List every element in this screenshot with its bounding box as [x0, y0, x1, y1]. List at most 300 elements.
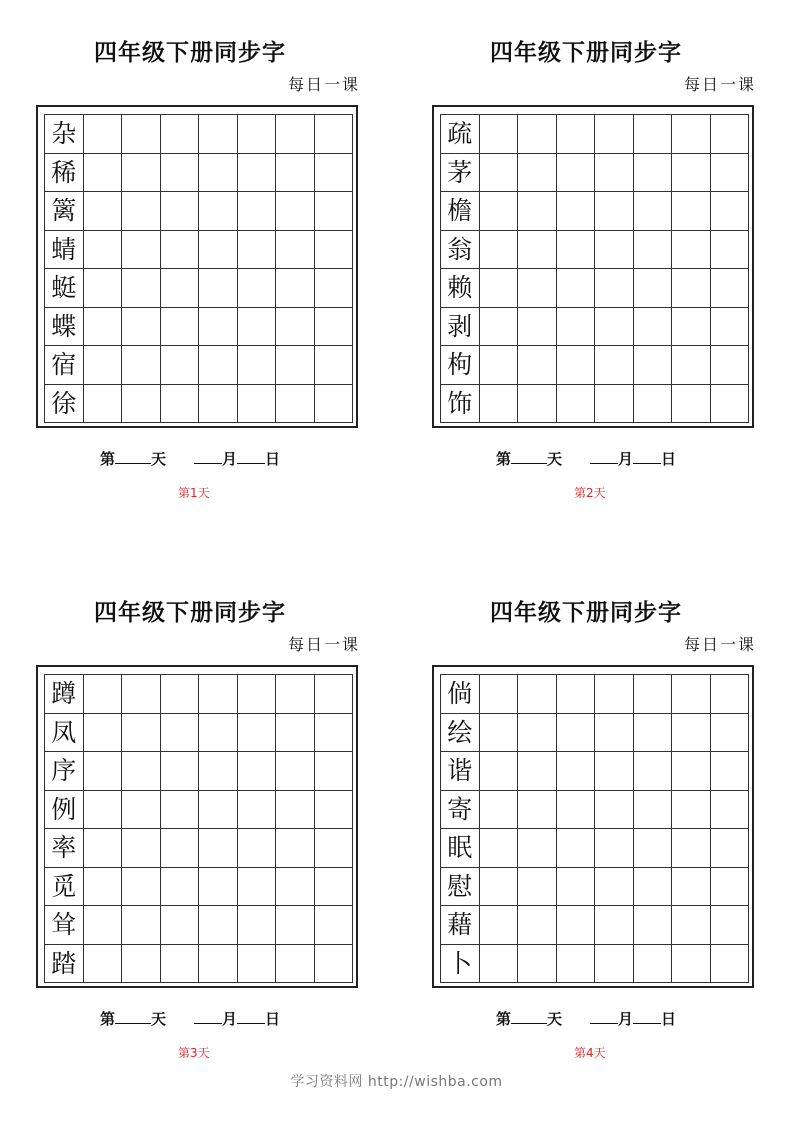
practice-cell[interactable]: [518, 752, 557, 791]
practice-cell[interactable]: [480, 231, 519, 270]
model-character: 杂: [45, 115, 84, 154]
practice-cell[interactable]: [122, 906, 161, 945]
practice-cell[interactable]: [634, 829, 673, 868]
practice-cell[interactable]: [276, 308, 315, 347]
practice-cell[interactable]: [480, 791, 519, 830]
practice-cell[interactable]: [276, 675, 315, 714]
practice-cell[interactable]: [276, 752, 315, 791]
practice-cell[interactable]: [84, 385, 123, 424]
practice-cell[interactable]: [595, 192, 634, 231]
practice-cell[interactable]: [122, 269, 161, 308]
practice-cell[interactable]: [238, 308, 277, 347]
practice-cell[interactable]: [84, 308, 123, 347]
practice-cell[interactable]: [84, 192, 123, 231]
practice-cell[interactable]: [634, 269, 673, 308]
practice-cell[interactable]: [557, 945, 596, 984]
practice-cell[interactable]: [518, 945, 557, 984]
day-number-blank[interactable]: [115, 1011, 151, 1024]
practice-cell[interactable]: [557, 385, 596, 424]
practice-cell[interactable]: [199, 906, 238, 945]
practice-cell[interactable]: [672, 385, 711, 424]
practice-cell[interactable]: [557, 154, 596, 193]
practice-cell[interactable]: [557, 829, 596, 868]
footer-watermark: 学习资料网 http://wishba.com: [290, 1074, 503, 1090]
day-number-blank[interactable]: [511, 451, 547, 464]
panel-subtitle: 每日一课: [683, 635, 756, 654]
model-character: 耸: [45, 906, 84, 945]
practice-cell[interactable]: [711, 154, 750, 193]
practice-cell[interactable]: [276, 829, 315, 868]
practice-cell[interactable]: [276, 385, 315, 424]
practice-cell[interactable]: [122, 308, 161, 347]
panel-title: 四年级下册同步字: [490, 39, 682, 66]
model-character: 蹲: [45, 675, 84, 714]
practice-cell[interactable]: [672, 829, 711, 868]
practice-cell[interactable]: [161, 346, 200, 385]
model-character: 宿: [45, 346, 84, 385]
practice-cell[interactable]: [122, 346, 161, 385]
practice-cell[interactable]: [122, 829, 161, 868]
practice-cell[interactable]: [672, 675, 711, 714]
practice-cell[interactable]: [161, 752, 200, 791]
practice-grid: [440, 674, 749, 983]
day-number-blank[interactable]: [115, 451, 151, 464]
practice-cell[interactable]: [634, 906, 673, 945]
practice-cell[interactable]: [238, 714, 277, 753]
practice-cell[interactable]: [711, 714, 750, 753]
worksheet-panel-day-3: [30, 588, 390, 1108]
month-blank[interactable]: [590, 451, 618, 464]
practice-cell[interactable]: [199, 675, 238, 714]
month-blank[interactable]: [194, 451, 222, 464]
practice-cell[interactable]: [238, 675, 277, 714]
practice-cell[interactable]: [238, 829, 277, 868]
practice-cell[interactable]: [315, 906, 354, 945]
date-line: [496, 1008, 676, 1029]
practice-grid: [44, 674, 353, 983]
practice-cell[interactable]: [315, 346, 354, 385]
practice-cell[interactable]: [634, 115, 673, 154]
practice-cell[interactable]: [238, 385, 277, 424]
worksheet-panel-day-4: [426, 588, 786, 1108]
model-character: 觅: [45, 868, 84, 907]
practice-cell[interactable]: [276, 714, 315, 753]
model-character: 谐: [441, 752, 480, 791]
practice-cell[interactable]: [595, 752, 634, 791]
practice-cell[interactable]: [84, 752, 123, 791]
practice-cell[interactable]: [711, 269, 750, 308]
practice-cell[interactable]: [161, 385, 200, 424]
model-character: 枸: [441, 346, 480, 385]
practice-cell[interactable]: [634, 791, 673, 830]
model-character: 凤: [45, 714, 84, 753]
model-character: 翁: [441, 231, 480, 270]
practice-cell[interactable]: [634, 231, 673, 270]
date-blank[interactable]: [237, 451, 265, 464]
practice-cell[interactable]: [595, 231, 634, 270]
model-character: 稀: [45, 154, 84, 193]
practice-cell[interactable]: [238, 752, 277, 791]
practice-cell[interactable]: [518, 675, 557, 714]
practice-cell[interactable]: [595, 269, 634, 308]
model-character: 饰: [441, 385, 480, 424]
practice-cell[interactable]: [518, 791, 557, 830]
practice-cell[interactable]: [672, 714, 711, 753]
practice-cell[interactable]: [161, 308, 200, 347]
panel-subtitle: 每日一课: [287, 635, 360, 654]
practice-cell[interactable]: [199, 945, 238, 984]
practice-cell[interactable]: [84, 346, 123, 385]
practice-cell[interactable]: [480, 269, 519, 308]
date-prefix: 第: [496, 1010, 512, 1028]
practice-cell[interactable]: [480, 829, 519, 868]
practice-cell[interactable]: [518, 154, 557, 193]
model-character: 绘: [441, 714, 480, 753]
practice-cell[interactable]: [518, 829, 557, 868]
practice-cell[interactable]: [315, 269, 354, 308]
practice-grid: [44, 114, 353, 423]
practice-cell[interactable]: [315, 791, 354, 830]
practice-cell[interactable]: [276, 791, 315, 830]
practice-cell[interactable]: [518, 269, 557, 308]
day-unit: 天: [547, 450, 563, 468]
practice-cell[interactable]: [557, 791, 596, 830]
practice-cell[interactable]: [161, 945, 200, 984]
practice-cell[interactable]: [557, 346, 596, 385]
practice-cell[interactable]: [161, 115, 200, 154]
practice-cell[interactable]: [315, 385, 354, 424]
practice-cell[interactable]: [315, 115, 354, 154]
practice-cell[interactable]: [161, 192, 200, 231]
day-unit: 天: [547, 1010, 563, 1028]
practice-cell[interactable]: [711, 945, 750, 984]
model-character: 蝶: [45, 308, 84, 347]
practice-cell[interactable]: [711, 675, 750, 714]
practice-cell[interactable]: [122, 154, 161, 193]
practice-cell[interactable]: [711, 868, 750, 907]
practice-cell[interactable]: [634, 192, 673, 231]
practice-cell[interactable]: [518, 308, 557, 347]
practice-cell[interactable]: [161, 231, 200, 270]
practice-cell[interactable]: [84, 791, 123, 830]
practice-cell[interactable]: [122, 868, 161, 907]
practice-cell[interactable]: [595, 868, 634, 907]
model-character: 赖: [441, 269, 480, 308]
date-line: [496, 448, 676, 469]
practice-cell[interactable]: [634, 714, 673, 753]
practice-cell[interactable]: [518, 868, 557, 907]
practice-cell[interactable]: [557, 714, 596, 753]
model-character: 藉: [441, 906, 480, 945]
practice-cell[interactable]: [122, 115, 161, 154]
practice-cell[interactable]: [199, 308, 238, 347]
practice-cell[interactable]: [711, 791, 750, 830]
practice-cell[interactable]: [557, 231, 596, 270]
practice-cell[interactable]: [199, 269, 238, 308]
panel-title: 四年级下册同步字: [94, 39, 286, 66]
model-character: 卜: [441, 945, 480, 984]
practice-cell[interactable]: [672, 752, 711, 791]
panel-subtitle: 每日一课: [287, 75, 360, 94]
practice-cell[interactable]: [161, 829, 200, 868]
practice-cell[interactable]: [199, 231, 238, 270]
practice-cell[interactable]: [161, 868, 200, 907]
date-prefix: 第: [100, 1010, 116, 1028]
practice-cell[interactable]: [480, 308, 519, 347]
date-line: [100, 448, 280, 469]
model-character: 慰: [441, 868, 480, 907]
practice-cell[interactable]: [711, 192, 750, 231]
panel-title: 四年级下册同步字: [490, 599, 682, 626]
practice-cell[interactable]: [518, 906, 557, 945]
practice-cell[interactable]: [557, 906, 596, 945]
practice-cell[interactable]: [557, 115, 596, 154]
practice-grid-frame: [36, 665, 358, 988]
date-blank[interactable]: [237, 1011, 265, 1024]
practice-cell[interactable]: [122, 714, 161, 753]
practice-cell[interactable]: [595, 115, 634, 154]
practice-cell[interactable]: [122, 675, 161, 714]
practice-cell[interactable]: [276, 868, 315, 907]
date-unit: 日: [661, 450, 677, 468]
date-unit: 日: [265, 1010, 281, 1028]
practice-cell[interactable]: [315, 154, 354, 193]
practice-cell[interactable]: [276, 115, 315, 154]
day-unit: 天: [151, 1010, 167, 1028]
practice-cell[interactable]: [595, 308, 634, 347]
practice-cell[interactable]: [557, 269, 596, 308]
practice-cell[interactable]: [161, 269, 200, 308]
date-prefix: 第: [100, 450, 116, 468]
practice-cell[interactable]: [161, 906, 200, 945]
model-character: 蜓: [45, 269, 84, 308]
practice-cell[interactable]: [557, 868, 596, 907]
practice-cell[interactable]: [238, 154, 277, 193]
practice-cell[interactable]: [480, 675, 519, 714]
practice-cell[interactable]: [672, 154, 711, 193]
practice-cell[interactable]: [711, 115, 750, 154]
practice-cell[interactable]: [595, 945, 634, 984]
practice-cell[interactable]: [672, 945, 711, 984]
month-unit: 月: [222, 1010, 238, 1028]
practice-cell[interactable]: [672, 115, 711, 154]
practice-cell[interactable]: [84, 269, 123, 308]
practice-cell[interactable]: [161, 675, 200, 714]
practice-cell[interactable]: [480, 154, 519, 193]
practice-cell[interactable]: [595, 154, 634, 193]
practice-cell[interactable]: [518, 385, 557, 424]
practice-cell[interactable]: [480, 385, 519, 424]
practice-cell[interactable]: [238, 192, 277, 231]
practice-cell[interactable]: [557, 752, 596, 791]
practice-cell[interactable]: [634, 752, 673, 791]
practice-cell[interactable]: [238, 906, 277, 945]
practice-cell[interactable]: [122, 791, 161, 830]
practice-cell[interactable]: [276, 906, 315, 945]
practice-cell[interactable]: [480, 868, 519, 907]
model-character: 剥: [441, 308, 480, 347]
practice-cell[interactable]: [315, 829, 354, 868]
practice-cell[interactable]: [711, 346, 750, 385]
practice-cell[interactable]: [711, 385, 750, 424]
practice-cell[interactable]: [672, 791, 711, 830]
practice-cell[interactable]: [276, 154, 315, 193]
practice-cell[interactable]: [84, 829, 123, 868]
practice-cell[interactable]: [672, 346, 711, 385]
practice-cell[interactable]: [480, 192, 519, 231]
practice-cell[interactable]: [711, 231, 750, 270]
practice-cell[interactable]: [84, 115, 123, 154]
practice-cell[interactable]: [199, 829, 238, 868]
practice-cell[interactable]: [122, 192, 161, 231]
practice-cell[interactable]: [480, 346, 519, 385]
practice-cell[interactable]: [595, 829, 634, 868]
practice-cell[interactable]: [84, 945, 123, 984]
worksheet-panel-day-2: [426, 28, 786, 548]
practice-cell[interactable]: [276, 231, 315, 270]
practice-grid: [440, 114, 749, 423]
practice-cell[interactable]: [238, 231, 277, 270]
practice-cell[interactable]: [238, 269, 277, 308]
practice-cell[interactable]: [238, 115, 277, 154]
practice-cell[interactable]: [84, 868, 123, 907]
practice-cell[interactable]: [315, 192, 354, 231]
month-blank[interactable]: [590, 1011, 618, 1024]
practice-cell[interactable]: [315, 945, 354, 984]
practice-cell[interactable]: [634, 385, 673, 424]
practice-grid-frame: [432, 105, 754, 428]
model-character: 茅: [441, 154, 480, 193]
practice-cell[interactable]: [276, 269, 315, 308]
practice-cell[interactable]: [161, 791, 200, 830]
practice-cell[interactable]: [199, 192, 238, 231]
practice-cell[interactable]: [199, 752, 238, 791]
practice-cell[interactable]: [672, 192, 711, 231]
model-character: 例: [45, 791, 84, 830]
practice-cell[interactable]: [518, 192, 557, 231]
practice-cell[interactable]: [238, 945, 277, 984]
practice-cell[interactable]: [238, 791, 277, 830]
practice-cell[interactable]: [672, 308, 711, 347]
practice-cell[interactable]: [315, 752, 354, 791]
practice-cell[interactable]: [595, 791, 634, 830]
practice-cell[interactable]: [711, 308, 750, 347]
practice-cell[interactable]: [238, 346, 277, 385]
practice-cell[interactable]: [672, 868, 711, 907]
practice-cell[interactable]: [634, 675, 673, 714]
model-character: 蜻: [45, 231, 84, 270]
practice-cell[interactable]: [315, 714, 354, 753]
practice-cell[interactable]: [84, 714, 123, 753]
practice-cell[interactable]: [276, 192, 315, 231]
practice-cell[interactable]: [199, 714, 238, 753]
practice-cell[interactable]: [199, 868, 238, 907]
practice-cell[interactable]: [122, 945, 161, 984]
practice-cell[interactable]: [480, 906, 519, 945]
practice-cell[interactable]: [480, 945, 519, 984]
practice-cell[interactable]: [518, 115, 557, 154]
practice-cell[interactable]: [480, 714, 519, 753]
practice-cell[interactable]: [711, 752, 750, 791]
month-unit: 月: [618, 1010, 634, 1028]
practice-cell[interactable]: [315, 868, 354, 907]
practice-cell[interactable]: [518, 714, 557, 753]
practice-cell[interactable]: [122, 752, 161, 791]
practice-cell[interactable]: [672, 269, 711, 308]
practice-cell[interactable]: [557, 675, 596, 714]
model-character: 疏: [441, 115, 480, 154]
practice-cell[interactable]: [595, 906, 634, 945]
practice-cell[interactable]: [672, 906, 711, 945]
practice-cell[interactable]: [634, 154, 673, 193]
practice-cell[interactable]: [634, 868, 673, 907]
day-number-blank[interactable]: [511, 1011, 547, 1024]
day-label: 第3天: [178, 1046, 210, 1060]
practice-cell[interactable]: [518, 231, 557, 270]
model-character: 序: [45, 752, 84, 791]
practice-cell[interactable]: [84, 675, 123, 714]
practice-cell[interactable]: [315, 231, 354, 270]
date-prefix: 第: [496, 450, 512, 468]
practice-cell[interactable]: [238, 868, 277, 907]
practice-grid-frame: [36, 105, 358, 428]
practice-cell[interactable]: [518, 346, 557, 385]
practice-cell[interactable]: [315, 308, 354, 347]
practice-cell[interactable]: [634, 308, 673, 347]
practice-cell[interactable]: [557, 192, 596, 231]
panel-subtitle: 每日一课: [683, 75, 756, 94]
practice-cell[interactable]: [711, 906, 750, 945]
practice-cell[interactable]: [315, 675, 354, 714]
practice-cell[interactable]: [199, 346, 238, 385]
practice-cell[interactable]: [199, 115, 238, 154]
practice-cell[interactable]: [595, 675, 634, 714]
date-blank[interactable]: [633, 1011, 661, 1024]
practice-cell[interactable]: [557, 308, 596, 347]
model-character: 眠: [441, 829, 480, 868]
practice-cell[interactable]: [84, 231, 123, 270]
model-character: 徐: [45, 385, 84, 424]
practice-cell[interactable]: [595, 714, 634, 753]
practice-cell[interactable]: [84, 906, 123, 945]
practice-cell[interactable]: [672, 231, 711, 270]
model-character: 寄: [441, 791, 480, 830]
practice-cell[interactable]: [634, 945, 673, 984]
date-line: [100, 1008, 280, 1029]
date-blank[interactable]: [633, 451, 661, 464]
panel-title: 四年级下册同步字: [94, 599, 286, 626]
practice-cell[interactable]: [595, 346, 634, 385]
practice-cell[interactable]: [480, 752, 519, 791]
practice-cell[interactable]: [276, 945, 315, 984]
practice-cell[interactable]: [276, 346, 315, 385]
day-unit: 天: [151, 450, 167, 468]
practice-cell[interactable]: [122, 385, 161, 424]
day-label: 第1天: [178, 486, 210, 500]
practice-cell[interactable]: [161, 154, 200, 193]
practice-cell[interactable]: [199, 791, 238, 830]
practice-cell[interactable]: [122, 231, 161, 270]
practice-cell[interactable]: [199, 385, 238, 424]
practice-cell[interactable]: [634, 346, 673, 385]
practice-cell[interactable]: [595, 385, 634, 424]
month-blank[interactable]: [194, 1011, 222, 1024]
practice-cell[interactable]: [161, 714, 200, 753]
practice-cell[interactable]: [84, 154, 123, 193]
practice-cell[interactable]: [199, 154, 238, 193]
practice-cell[interactable]: [480, 115, 519, 154]
practice-cell[interactable]: [711, 829, 750, 868]
